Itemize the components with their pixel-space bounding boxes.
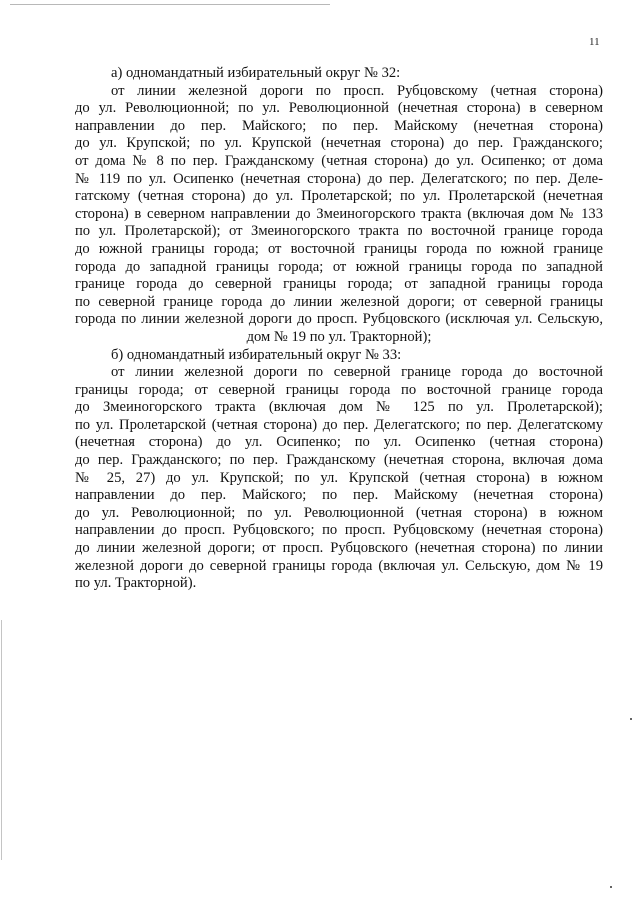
page-number: 11 [589,36,600,48]
section-b-line: железной дороги до северной границы города (включая ул. Сельскую, дом № 19 [75,557,603,574]
section-a-line: до ул. Революционной; по ул. Революционной (нечетная сторона) в северном [75,100,603,117]
section-b-line: до Змеиногорского тракта (включая дом № 125 по ул. Пролетарской); [75,399,603,416]
section-b-line: (нечетная сторона) до ул. Осипенко; по ул. Осипенко (четная сторона) [75,434,603,451]
section-a-line: № 119 по ул. Осипенко (нечетная сторона) до пер. Делегатского; по пер. Деле- [75,170,603,187]
section-a-line: от дома № 8 по пер. Гражданскому (четная сторона) до ул. Осипенко; от дома [75,152,603,169]
section-b-line: до ул. Революционной; по ул. Революционной (четная сторона) в южном [75,504,603,521]
scan-speck [630,718,632,720]
section-a-line: от линии железной дороги по просп. Рубцовскому (четная сторона) [111,82,603,99]
section-a-heading: а) одномандатный избирательный округ № 32: [111,65,401,81]
section-b-line: до пер. Гражданского; по пер. Гражданскому (нечетная сторона, включая дома [75,452,603,469]
section-a-line: по северной границе города до линии железной дороги; от северной границы [75,293,603,310]
section-b-line: направлении до просп. Рубцовского; по просп. Рубцовскому (нечетная сторона) [75,522,603,539]
section-a-line: границе города до северной границы города; от западной границы города [75,276,603,293]
section-b-line: по ул. Пролетарской (четная сторона) до пер. Делегатского; по пер. Делегатскому [75,416,603,433]
section-a-line: дом № 19 по ул. Тракторной); [246,328,432,345]
section-b-line: границы города; от северной границы города по восточной границе города [75,381,603,398]
scan-edge-line-top [10,4,330,5]
section-b-line: № 25, 27) до ул. Крупской; по ул. Крупской (четная сторона) в южном [75,469,603,486]
section-a-line: города до западной границы города; от южной границы города по западной [75,258,603,275]
document-body [75,65,603,593]
section-b-line: направлении до пер. Майского; по пер. Майскому (нечетная сторона) [75,487,603,504]
section-a-line: до ул. Крупской; по ул. Крупской (нечетная сторона) до пер. Гражданского; [75,135,603,152]
scan-edge-line-left [1,620,2,860]
section-a-line: направлении до пер. Майского; по пер. Майскому (нечетная сторона) [75,117,603,134]
section-b-line: до линии железной дороги; от просп. Рубцовского (нечетная сторона) по линии [75,540,603,557]
section-a-line: гатскому (четная сторона) до ул. Пролетарской; по ул. Пролетарской (нечетная [75,188,603,205]
section-b-heading: б) одномандатный избирательный округ № 33: [111,346,402,363]
section-b-line: по ул. Тракторной). [75,575,197,592]
section-a-line: до южной границы города; от восточной границы города по южной границе [75,240,603,257]
scan-speck [610,886,612,888]
section-a-line: города по линии железной дороги до просп. Рубцовского (исключая ул. Сельскую, [75,311,603,328]
section-b-line: от линии железной дороги по северной границе города до восточной [111,364,603,381]
section-a-line: сторона) в северном направлении до Змеиногорского тракта (включая дом № 133 [75,205,603,222]
section-a-line: по ул. Пролетарской); от Змеиногорского тракта по восточной границе города [75,223,603,240]
